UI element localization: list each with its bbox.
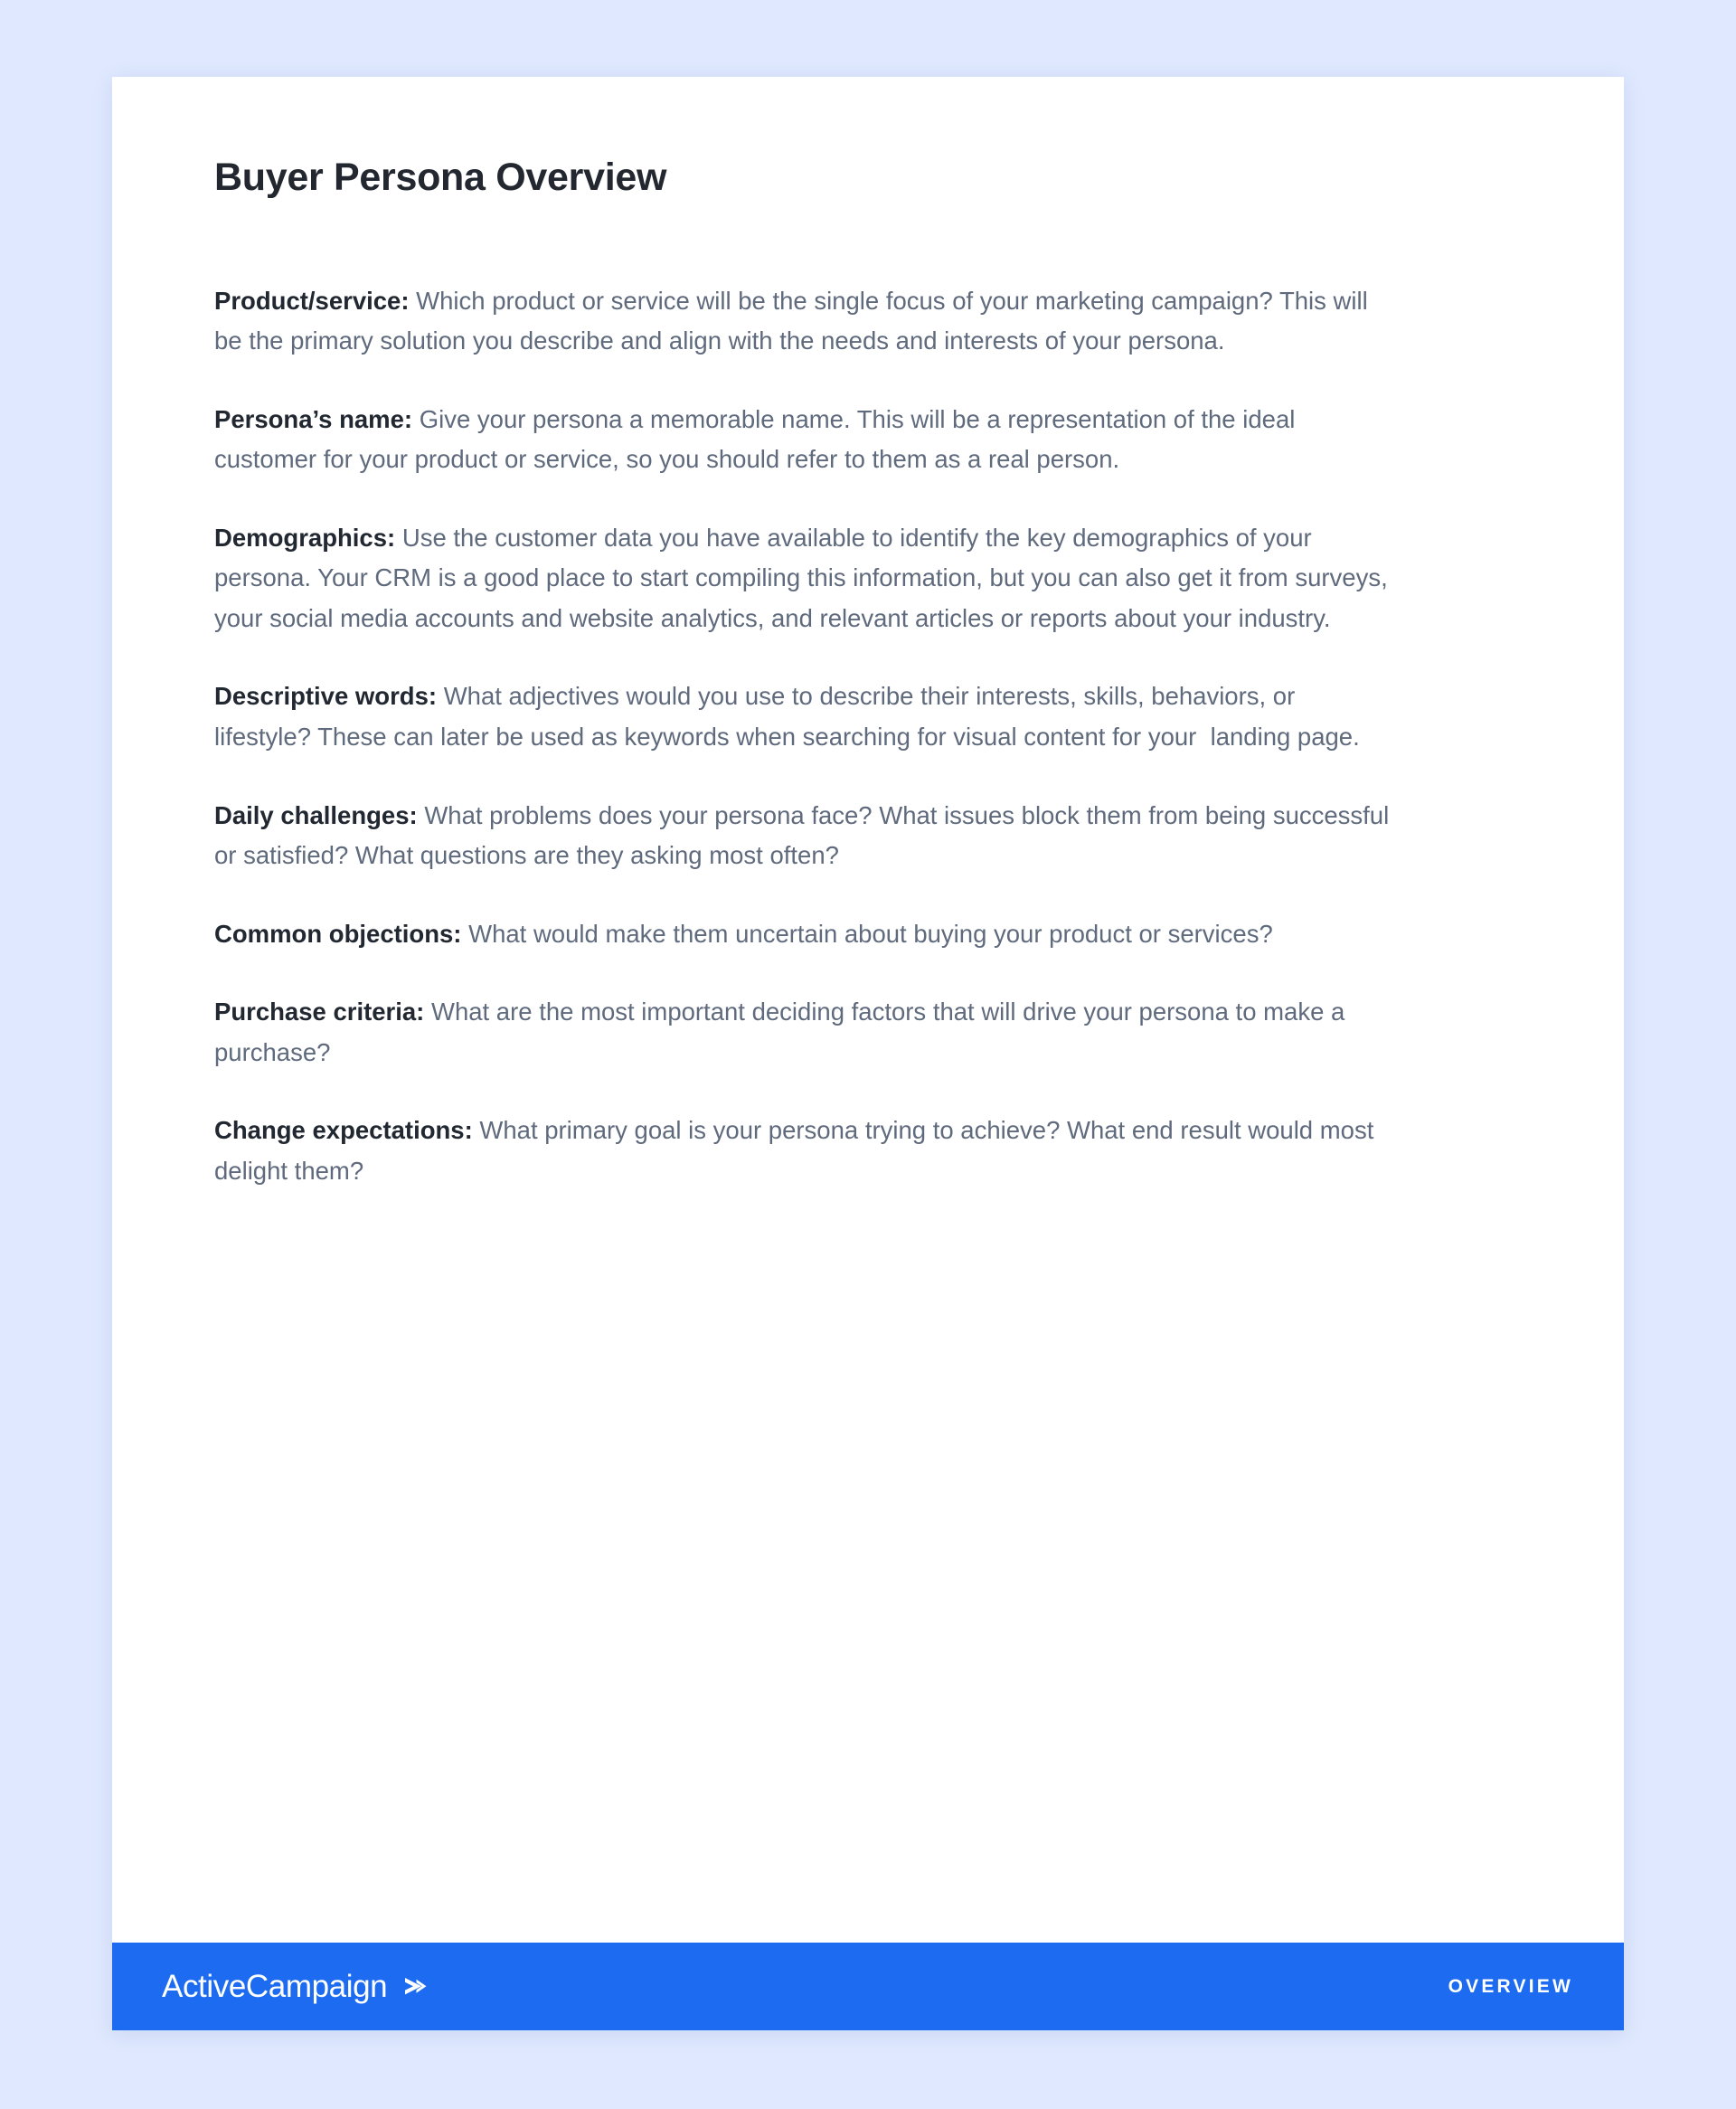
section-list [214, 281, 1522, 1228]
section-change-expectations [214, 1111, 1390, 1191]
section-persona-name [214, 400, 1390, 480]
section-text: What primary goal is your persona trying to achieve? What end result would most delight them? [214, 1116, 1381, 1185]
section-label: Demographics: [214, 523, 396, 552]
chevron-right-icon [399, 1972, 429, 2002]
section-common-objections [214, 914, 1390, 955]
section-label: Persona’s name: [214, 404, 413, 433]
section-text: What problems does your persona face? What issues block them from being successful or satisfied? What questions are they asking most often? [214, 800, 1396, 870]
section-daily-challenges [214, 796, 1396, 876]
section-descriptive-words [214, 676, 1390, 757]
section-label: Purchase criteria: [214, 998, 425, 1026]
section-label: Daily challenges: [214, 800, 418, 829]
section-text: Which product or service will be the single focus of your marketing campaign? This will be the primary solution you describe and align with the needs and interests of your persona. [214, 286, 1375, 355]
section-label: Descriptive words: [214, 682, 438, 711]
section-text: Use the customer data you have available to identify the key demographics of your persona. Your CRM is a good place to start compiling this information, but you can also get it from surveys, your social media accounts and website analytics, and relevant articles or reports about your industry. [214, 523, 1395, 632]
section-text: What adjectives would you use to describe their interests, skills, behaviors, or lifestyle? These can later be used as keywords when searching for visual content for your landing page. [214, 682, 1360, 751]
document-content [112, 77, 1624, 1943]
section-label: Change expectations: [214, 1116, 473, 1145]
section-label: Product/service: [214, 286, 410, 315]
document-sheet [112, 77, 1624, 2030]
section-text: What are the most important deciding factors that will drive your persona to make a purchase? [214, 998, 1352, 1066]
brand-lockup [162, 1971, 429, 2002]
section-text: What would make them uncertain about buying your product or services? [461, 919, 1273, 948]
section-text: Give your persona a memorable name. This will be a representation of the ideal customer for your product or service, so you should refer to them as a real person. [214, 404, 1302, 474]
footer-bar [112, 1943, 1624, 2030]
section-demographics [214, 518, 1395, 639]
page-title: Buyer Persona Overview [214, 156, 667, 199]
section-label: Common objections: [214, 919, 462, 948]
section-purchase-criteria [214, 992, 1390, 1073]
section-product-service [214, 281, 1390, 362]
brand-name: ActiveCampaign [162, 1969, 388, 2004]
footer-section-tag: OVERVIEW [1448, 1975, 1573, 1997]
